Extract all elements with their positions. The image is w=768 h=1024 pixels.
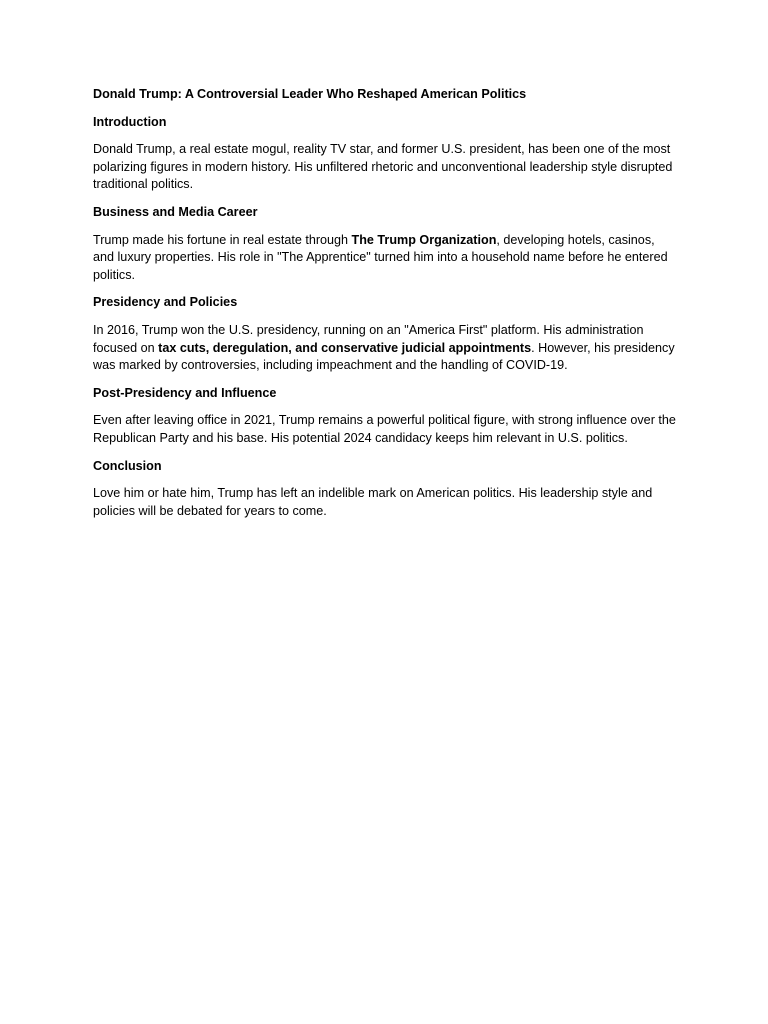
- paragraph-text: Love him or hate him, Trump has left an indelible mark on American politics. His leadership style and policies will be debated for years to come.: [93, 486, 653, 518]
- paragraph-presidency: [93, 322, 678, 375]
- section-heading-introduction: Introduction: [93, 114, 167, 129]
- paragraph-text: In 2016, Trump won the U.S. presidency, running on an "America First" platform. His administration focused on: [93, 322, 644, 355]
- paragraph-introduction: [93, 141, 678, 194]
- section-heading-business: Business and Media Career: [93, 204, 258, 219]
- section-heading-conclusion: Conclusion: [93, 458, 162, 473]
- paragraph-text: , developing hotels, casinos, and luxury properties. His role in "The Apprentice" turned him into a household name before he entered politics.: [93, 232, 668, 282]
- paragraph-post-presidency: [93, 412, 678, 447]
- paragraph-conclusion: [93, 485, 678, 520]
- paragraph-text: . However, his presidency was marked by controversies, including impeachment and the handling of COVID-19.: [93, 340, 675, 373]
- bold-phrase: The Trump Organization: [351, 232, 497, 247]
- section-heading-presidency: Presidency and Policies: [93, 295, 238, 310]
- document-page: [93, 86, 678, 530]
- paragraph-business: [93, 232, 678, 285]
- document-title: Donald Trump: A Controversial Leader Who Reshaped American Politics: [93, 87, 527, 101]
- paragraph-text: Donald Trump, a real estate mogul, reality TV star, and former U.S. president, has been one of the most polarizing figures in modern history. His unfiltered rhetoric and unconventional leadership style disrupted traditional politics.: [93, 142, 673, 192]
- paragraph-text: Trump made his fortune in real estate through: [93, 232, 352, 247]
- section-heading-post-presidency: Post-Presidency and Influence: [93, 385, 277, 400]
- paragraph-text: Even after leaving office in 2021, Trump remains a powerful political figure, with strong influence over the Republican Party and his base. His potential 2024 candidacy keeps him relevant in U.S. politics.: [93, 413, 676, 445]
- bold-phrase: tax cuts, deregulation, and conservative judicial appointments: [158, 340, 532, 355]
